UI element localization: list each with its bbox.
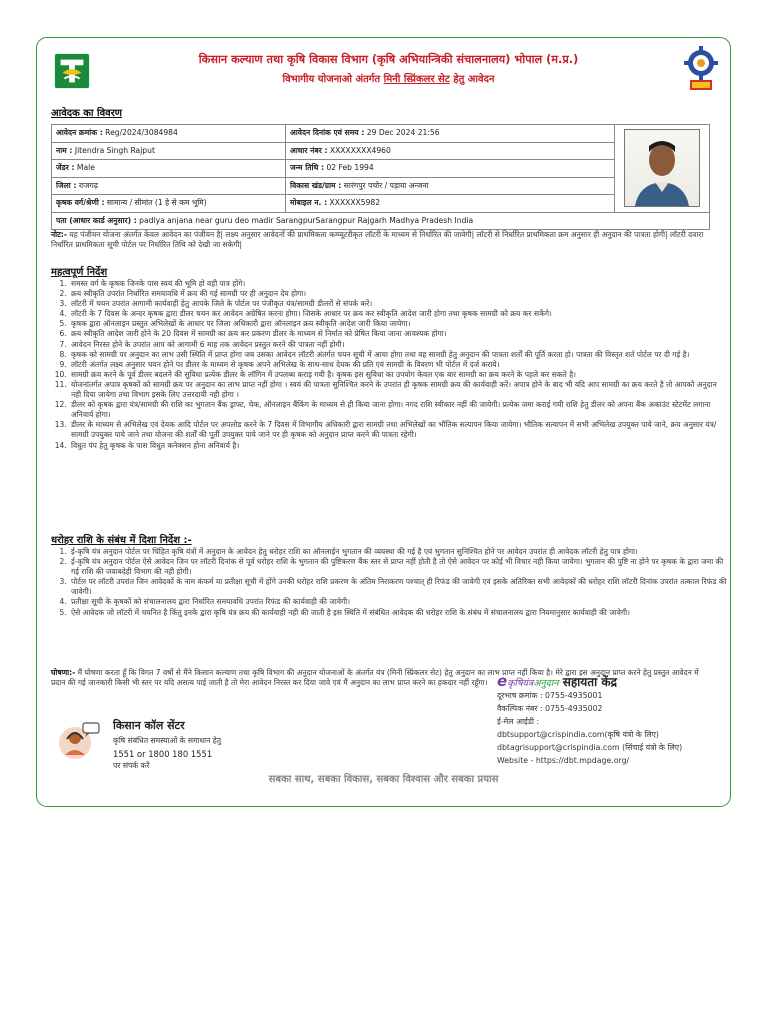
- list-item: 9. लॉटरी अंतर्गत लक्ष्य अनुसार चयन होने पर डीलर के माध्यम से कृषक अपने अभिलेख के साथ-साथ देयक की प्रति एवं सामग्री के विवरण भी पोर्टल में दर्ज कराये।: [69, 360, 729, 370]
- address-field: [52, 212, 710, 230]
- applicant-row: [52, 160, 710, 178]
- applicant-section-title: आवेदक का विवरण: [51, 108, 123, 119]
- list-item: 2. क्रय स्वीकृति उपरांत निर्धारित समयावधि में क्रय की गई सामग्री पर ही अनुदान देय होगा।: [69, 289, 729, 299]
- help-alt-phone: वैकल्पिक नंबर : 0755-4935002: [497, 704, 603, 713]
- list-item: 10. सामग्री क्रय करने के पूर्व डीलर बदलने की सुविधा प्रत्येक डीलर के लॉगिन में उपलब्ध कराइ गयी है। कृषक इस सुविधा का उपयोग केवल एक बार सामग्री का क्रय करने के पहले कर सकते है।: [69, 370, 729, 380]
- call-center-title: किसान कॉल सेंटर: [113, 719, 185, 732]
- field-value: Male: [76, 163, 95, 173]
- field-value: Reg/2024/3084984: [105, 128, 178, 138]
- help-center-heading: eकृषियंत्रअनुदान सहायता केंद्र: [497, 672, 617, 690]
- instructions-title: महत्वपूर्ण निर्देश: [51, 267, 108, 278]
- scheme-name: मिनी स्प्रिंकलर सेट: [383, 74, 450, 85]
- list-item: 1. समस्त वर्ग के कृषक जिनके पास स्वयं की भूमि हो वही पात्र होंगे।: [69, 279, 729, 289]
- applicant-field: [52, 177, 286, 195]
- list-item: 8. कृषक को सामग्री पर अनुदान का लाभ उसी स्थिति में प्राप्त होगा जब उसका आवेदन लॉटरी अंतर्गत चयन सूची में आया होगा तथा वह सामग्री हेतु अनुदान की पात्रता शर्तों की पूर्ति करता हो। पात्रता की विस्तृत शर्त पोर्टल पर दी गई है।: [69, 350, 729, 360]
- field-label: पता (आधार कार्ड अनुसार) :: [56, 215, 137, 225]
- field-label: आधार नंबर :: [290, 145, 328, 155]
- list-item: 14. विधुत पंप हेतु कृषक के पास विधुत कनेक्शन होना अनिवार्य है।: [69, 441, 729, 451]
- field-value: सारंगपुर पचोर / पड़ाया अन्जना: [343, 180, 429, 190]
- help-website-link[interactable]: Website - https://dbt.mpdage.org/: [497, 756, 630, 765]
- applicant-photo-cell: [615, 125, 710, 213]
- help-email-2[interactable]: dbtagrisupport@crispindia.com (सिंचाई यंत्रो के लिए): [497, 743, 683, 752]
- applicant-field: [52, 142, 286, 160]
- field-label: नाम :: [56, 145, 73, 155]
- field-label: जिला :: [56, 180, 77, 190]
- applicant-field: [286, 195, 615, 213]
- call-center-desc: कृषि संबंधित समस्याओं के समाधान हेतु: [113, 736, 222, 745]
- applicant-field: [286, 125, 615, 143]
- applicant-row: [52, 195, 710, 213]
- list-item: 7. आवेदन निरस्त होने के उपरांत आप को आगामी 6 माह तक आवेदन प्रस्तुत करने की पात्रता नहीं होगी।: [69, 340, 729, 350]
- list-item: 13. डीलर के माध्यम से अभिलेख एवं देयक आदि पोर्टल पर अपलोड करने के 7 दिवस में विभागीय अधिकारी द्वारा सामग्री तथा अभिलेखों का भौतिक सत्यापन किया जायेगा। भौतिक सत्यापन में सभी अभिलेख उपयुक्त पाये जाने, क्रय अनुसार यंत्र/सामग्री उपयुक्त पाये जाने तथा योजना की शर्तों की पूर्ती उपयुक्त पाये जाने पर ही कृषक को अनुदान प्राप्त करने की पात्रता रहेगी।: [69, 420, 729, 440]
- help-email-1[interactable]: dbtsupport@crispindia.com(कृषि यंत्रो के लिए): [497, 730, 659, 739]
- list-item: 4. लॉटरी के 7 दिवस के अन्दर कृषक द्वारा डीलर चयन कर आवेदन अग्रेषित करना होगा। जिसके आधार पर क्रय कर स्वीकृति आदेश जारी होगा तथा कृषक सामग्री को क्रय कर सकेंगे।: [69, 309, 729, 319]
- applicant-field: [286, 177, 615, 195]
- list-item: 4. प्रतीक्षा सूची के कृषकों को संचालनालय द्वारा निर्धारित समयावधि उपरांत रिफंड की कार्यवाही की जावेगी।: [69, 597, 729, 607]
- field-value: XXXXXX5982: [329, 198, 381, 208]
- applicant-details-table: [51, 124, 710, 230]
- field-value: राजगढ़: [78, 180, 99, 190]
- applicant-row: [52, 142, 710, 160]
- list-item: 1. ई-कृषि यंत्र अनुदान पोर्टल पर चिंहित कृषि यंत्रों में अनुदान के आवेदन हेतु धरोहर राशि का ऑनलाईन भुगतान की व्यवस्था की गई है एवं भुगतान सुनिश्चित होने पर आवेदन उपरांत ही आवेदक लॉटरी हेतु पात्र होगा।: [69, 547, 729, 557]
- declaration-text: घोषणा:- मैं घोषणा करता हूँ कि विगत 7 वर्षो से मैंने किसान कल्याण तथा कृषि विभाग की अनुदान योजनाओं के अंतर्गत यंत्र (मिनी स्प्रिंकलर सेट) हेतु अनुदान का लाभ प्राप्त नहीं किया है। मेरे द्वारा इस अनुदान प्राप्त करने हेतु प्रस्तुत आवेदन में प्रदान की गई जानकारी किसी भी स्तर पर यदि असत्य पाई जाती है तो मेरा आवेदन निरस्त कर दिया जावे एवं मैं अनुदान का लाभ प्राप्त करने का हकदार नहीं रहूँगा।: [51, 668, 699, 688]
- engineering-gear-logo-icon: [684, 46, 718, 94]
- list-item: 11. योजनांतर्गत अपात्र कृषकों को सामग्री क्रय पर अनुदान का लाभ प्राप्त नहीं होगा । स्वयं की पात्रता सुनिश्चित करने के उपरांत ही कृषक सामग्री क्रय की कार्यवाही करें। अपात्र होने के बाद भी यदि आप सामग्री का क्रय करते है तो आपको अनुदान नही दिया जायेगा तथा विभाग इसके लिए उत्तरदायी नही होगा ।: [69, 380, 729, 400]
- applicant-field: [286, 160, 615, 178]
- applicant-row: [52, 177, 710, 195]
- deposit-guidelines-list: [51, 547, 729, 618]
- list-item: 12. डीलर को कृषक द्वारा यंत्र/सामग्री की राशि का भुगतान बैंक ड्राफ्ट, चेक, ऑनलाइन बैंकिंग के माध्यम से ही किया जाना होगा। नगद राशि स्वीकार नहीं की जायेगी। प्रत्येक जमा कराई गयी राशि हेतु डीलर को अपना बैंक अकाउंट स्टेटमेंट लगाना अनिवार्य होगा।: [69, 400, 729, 420]
- field-value: सामान्य / सीमांत (1 हे से कम भूमि): [106, 198, 207, 208]
- list-item: 6. क्रय स्वीकृति आदेश जारी होने के 20 दिवस में सामग्री का क्रय कर प्रकरण डीलर के माध्यम से निर्मात को प्रेषित किया जाना आवश्यक होगा।: [69, 329, 729, 339]
- field-label: आवेदन क्रमांक :: [56, 128, 103, 138]
- field-value: 02 Feb 1994: [326, 163, 374, 173]
- list-item: 3. पोर्टल पर लॉटरी उपरांत जिन आवेदकों के नाम कंफर्म या प्रतीक्षा सूची में होंगे उनकी धरोहर राशि प्रकरण के अंतिम निराकरण पश्चात् ही रिफंड की जावेगी एवं इसके अतिरिक्त सभी आवेदकों की धरोहर राशि लॉटरी दिनांक उपरांत तत्काल रिफंड की जावेगी।: [69, 577, 729, 597]
- application-form: [36, 37, 731, 807]
- field-value: XXXXXXXX4960: [329, 145, 391, 155]
- field-label: मोबाइल न. :: [290, 198, 328, 208]
- call-center-agent-icon: [53, 721, 101, 761]
- scheme-subtitle: विभागीय योजनाओ अंतर्गत मिनी स्प्रिंकलर सेट हेतु आवेदन: [282, 74, 495, 85]
- help-email-label: ई-मेल आईडी :: [497, 717, 540, 726]
- field-label: जेंडर :: [56, 163, 75, 173]
- department-title: किसान कल्याण तथा कृषि विकास विभाग (कृषि अभियान्त्रिकी संचालनालय) भोपाल (म.प्र.): [198, 53, 579, 66]
- applicant-field: [52, 160, 286, 178]
- applicant-field: [286, 142, 615, 160]
- applicant-field: [52, 195, 286, 213]
- field-label: जन्म तिथि :: [290, 163, 325, 173]
- department-logo-icon: [53, 52, 91, 90]
- address-row: [52, 212, 710, 230]
- field-label: कृषक वर्ग/श्रेणी :: [56, 198, 105, 208]
- deposit-guidelines-title: धरोहर राशि के संबंध में दिशा निर्देश :-: [51, 535, 192, 546]
- field-label: विकास खंड/ग्राम :: [290, 180, 342, 190]
- help-phone: दूरभाष क्रमांक : 0755-4935001: [497, 691, 603, 700]
- call-center-numbers: 1551 or 1800 180 1551: [113, 749, 213, 759]
- note-text: नोट:- यह पंजीयन योजना अंतर्गत केवल आवेदन का पंजीयन है| लक्ष्य अनुसार आवेदनों की प्राथमिकता कम्प्यूटरीकृत लॉटरी के माध्यम से निर्धारित की जावेगी| लॉटरी से निर्धारित प्राथमिकता क्रम अनुसार ही अनुदान की पात्रता होगी| लॉटरी दवारा निर्धारित प्राथमिकता सूची पोर्टल पर निर्धारित तिथि को देखी जा सकेगी|: [51, 230, 704, 249]
- field-value: Jitendra Singh Rajput: [74, 145, 155, 155]
- instructions-list: [51, 279, 729, 451]
- call-center-contact: पर संपर्क करें: [113, 761, 150, 770]
- applicant-field: [52, 125, 286, 143]
- footer-slogan: सबका साथ, सबका विकास, सबका विश्वास और सबका प्रयास: [268, 774, 499, 785]
- applicant-photo: [624, 129, 700, 207]
- field-value: padlya anjana near guru deo madir SarangpurSarangpur Rajgarh Madhya Pradesh India: [139, 215, 474, 225]
- applicant-row: [52, 125, 710, 143]
- list-item: 5. कृषक द्वारा ऑनलाइन प्रस्तुत अभिलेखों के आधार पर जिला अधिकारी द्वारा ऑनलाइन क्रय स्वीकृति आदेश जारी किया जायेगा।: [69, 319, 729, 329]
- list-item: 2. ई-कृषि यंत्र अनुदान पोर्टल ऐसे आवेदन जिन पर लॉटरी दिनांक से पूर्व धरोहर राशि के भुगतान की पुष्टिकरण बैंक स्तर से प्राप्त नहीं होती है तो ऐसे आवेदन पर कोई भी विचार नही किया जायेगा। भुगतान की पुष्टि ना होने पर कृषक के द्वारा जमा की गई राशि की जवाबदेही विभाग की नही होगी।: [69, 557, 729, 577]
- person-photo-icon: [625, 130, 699, 206]
- field-label: आवेदन दिनांक एवं समय :: [290, 128, 365, 138]
- field-value: 29 Dec 2024 21:56: [366, 128, 440, 138]
- list-item: 5. ऐसे आवेदक जो लॉटरी में चयनित है किंतु इनके द्वारा कृषि यंत्र क्रय की कार्यवाही नही की जाती है इस स्थिति में संबंधित आवेदक की धरोहर राशि के संबंध में संचालनालय द्वारा नियमानुसार कार्यवाही की जावेगी।: [69, 608, 729, 618]
- ekrishi-logo-icon: e: [497, 672, 508, 690]
- list-item: 3. लॉटरी में चयन उपरांत आगामी कार्यवाही हेतु आपके जिले के पोर्टल पर पंजीकृत यंत्र/सामग्री डीलरों से संपर्क करें।: [69, 299, 729, 309]
